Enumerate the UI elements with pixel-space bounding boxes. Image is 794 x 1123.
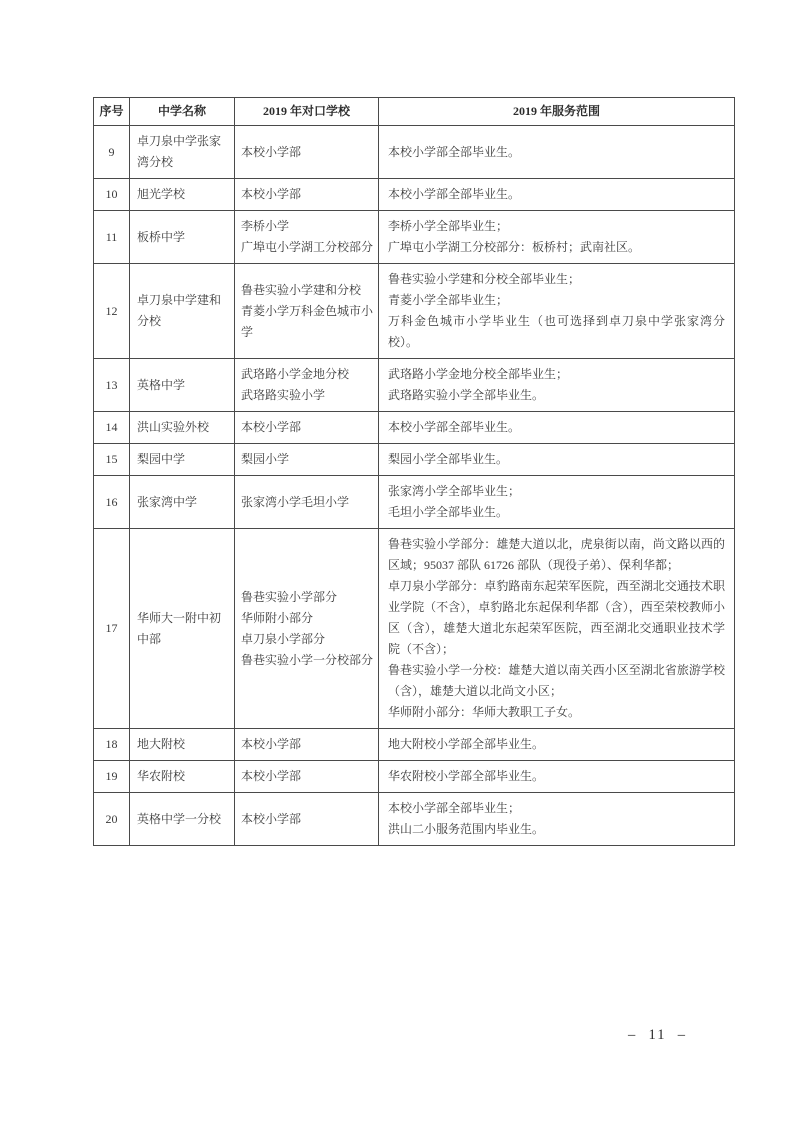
cell-index: 19 <box>94 761 130 793</box>
cell-school-name: 板桥中学 <box>130 211 235 264</box>
cell-feeder-schools <box>235 211 379 264</box>
cell-service-scope <box>379 476 735 529</box>
service-scope-line: 本校小学部全部毕业生。 <box>388 144 521 159</box>
cell-feeder-schools <box>235 412 379 444</box>
cell-service-scope <box>379 444 735 476</box>
cell-index: 20 <box>94 793 130 846</box>
table-row <box>94 761 735 793</box>
service-scope-line: 万科金色城市小学毕业生（也可选择到卓刀泉中学张家湾分校）。 <box>388 314 725 349</box>
cell-school-name: 洪山实验外校 <box>130 412 235 444</box>
table-row <box>94 444 735 476</box>
cell-school-name: 英格中学 <box>130 359 235 412</box>
feeder-school-line: 本校小学部 <box>241 144 302 159</box>
feeder-school-line: 张家湾小学毛坦小学 <box>241 494 350 509</box>
service-scope-line: 武珞路实验小学全部毕业生。 <box>388 388 545 402</box>
cell-feeder-schools <box>235 264 379 359</box>
service-scope-line: 卓刀泉小学部分：卓豹路南东起荣军医院，西至湖北交通技术职业学院（不含），卓豹路北东起保利华都（含），西至荣校教师小区（含），雄楚大道北东起荣军医院，西至湖北交通职业技术学院（不含）； <box>388 579 725 656</box>
cell-index: 18 <box>94 729 130 761</box>
service-scope-line: 本校小学部全部毕业生； <box>388 801 521 815</box>
feeder-school-line: 华师附小部分 <box>241 610 314 625</box>
cell-feeder-schools <box>235 793 379 846</box>
cell-feeder-schools <box>235 761 379 793</box>
cell-school-name: 卓刀泉中学建和分校 <box>130 264 235 359</box>
cell-index: 12 <box>94 264 130 359</box>
feeder-school-line: 鲁巷实验小学建和分校 <box>241 282 362 297</box>
service-scope-line: 毛坦小学全部毕业生。 <box>388 505 509 519</box>
cell-index: 16 <box>94 476 130 529</box>
table-row <box>94 359 735 412</box>
cell-feeder-schools <box>235 444 379 476</box>
service-scope-line: 鲁巷实验小学部分：雄楚大道以北，虎泉街以南，尚文路以西的区域；95037 部队 61726 部队（现役子弟）、保利华都； <box>388 537 725 572</box>
cell-feeder-schools <box>235 359 379 412</box>
cell-school-name: 卓刀泉中学张家湾分校 <box>130 126 235 179</box>
table-header-row <box>94 98 735 126</box>
feeder-school-line: 本校小学部 <box>241 187 302 201</box>
cell-service-scope <box>379 761 735 793</box>
table-row <box>94 264 735 359</box>
table-row <box>94 793 735 846</box>
table-row <box>94 476 735 529</box>
col-header-service-scope: 2019 年服务范围 <box>379 98 735 126</box>
cell-school-name: 张家湾中学 <box>130 476 235 529</box>
cell-feeder-schools <box>235 179 379 211</box>
cell-service-scope <box>379 264 735 359</box>
service-scope-line: 武珞路小学金地分校全部毕业生； <box>388 367 569 381</box>
feeder-school-line: 卓刀泉小学部分 <box>241 631 326 646</box>
cell-feeder-schools <box>235 126 379 179</box>
cell-index: 11 <box>94 211 130 264</box>
table-row <box>94 412 735 444</box>
cell-index: 17 <box>94 529 130 729</box>
feeder-school-line: 梨园小学 <box>241 452 290 466</box>
service-scope-line: 鲁巷实验小学建和分校全部毕业生； <box>388 272 581 286</box>
cell-service-scope <box>379 179 735 211</box>
table-body <box>94 126 735 846</box>
cell-service-scope <box>379 412 735 444</box>
col-header-index: 序号 <box>94 98 130 126</box>
feeder-school-line: 广埠屯小学湖工分校部分 <box>241 240 374 254</box>
cell-service-scope <box>379 729 735 761</box>
col-header-feeder-school: 2019 年对口学校 <box>235 98 379 126</box>
cell-school-name: 英格中学一分校 <box>130 793 235 846</box>
table-row <box>94 211 735 264</box>
feeder-school-line: 武珞路实验小学 <box>241 388 326 402</box>
feeder-school-line: 鲁巷实验小学部分 <box>241 589 338 604</box>
service-scope-line: 张家湾小学全部毕业生； <box>388 484 521 498</box>
service-scope-line: 青菱小学全部毕业生； <box>388 293 509 307</box>
cell-feeder-schools <box>235 476 379 529</box>
cell-index: 10 <box>94 179 130 211</box>
service-scope-line: 华师附小部分：华师大教职工子女。 <box>388 705 581 719</box>
feeder-school-line: 本校小学部 <box>241 420 302 434</box>
table-row <box>94 729 735 761</box>
cell-index: 9 <box>94 126 130 179</box>
feeder-school-line: 李桥小学 <box>241 219 290 233</box>
cell-service-scope <box>379 793 735 846</box>
feeder-school-line: 本校小学部 <box>241 811 302 826</box>
cell-service-scope <box>379 126 735 179</box>
service-scope-line: 华农附校小学部全部毕业生。 <box>388 769 545 783</box>
service-scope-line: 李桥小学全部毕业生； <box>388 219 509 233</box>
page-number: – 11 – <box>628 1027 687 1043</box>
cell-school-name: 地大附校 <box>130 729 235 761</box>
cell-index: 15 <box>94 444 130 476</box>
cell-school-name: 华师大一附中初中部 <box>130 529 235 729</box>
cell-service-scope <box>379 359 735 412</box>
service-scope-line: 梨园小学全部毕业生。 <box>388 452 509 466</box>
col-header-school-name: 中学名称 <box>130 98 235 126</box>
service-scope-line: 洪山二小服务范围内毕业生。 <box>388 822 545 836</box>
cell-school-name: 梨园中学 <box>130 444 235 476</box>
feeder-school-line: 青菱小学万科金色城市小学 <box>241 303 374 339</box>
cell-school-name: 旭光学校 <box>130 179 235 211</box>
service-scope-line: 地大附校小学部全部毕业生。 <box>388 737 545 751</box>
feeder-school-line: 武珞路小学金地分校 <box>241 367 350 381</box>
service-scope-line: 本校小学部全部毕业生。 <box>388 187 521 201</box>
cell-feeder-schools <box>235 529 379 729</box>
school-assignment-table <box>93 97 735 846</box>
cell-index: 13 <box>94 359 130 412</box>
cell-service-scope <box>379 529 735 729</box>
feeder-school-line: 鲁巷实验小学一分校部分 <box>241 652 374 667</box>
feeder-school-line: 本校小学部 <box>241 769 302 783</box>
table-row <box>94 126 735 179</box>
cell-school-name: 华农附校 <box>130 761 235 793</box>
service-scope-line: 本校小学部全部毕业生。 <box>388 420 521 434</box>
table-row <box>94 179 735 211</box>
table-row <box>94 529 735 729</box>
cell-feeder-schools <box>235 729 379 761</box>
service-scope-line: 广埠屯小学湖工分校部分：板桥村；武南社区。 <box>388 240 641 254</box>
cell-index: 14 <box>94 412 130 444</box>
service-scope-line: 鲁巷实验小学一分校：雄楚大道以南关西小区至湖北省旅游学校（含），雄楚大道以北尚文小区； <box>388 663 725 698</box>
cell-service-scope <box>379 211 735 264</box>
feeder-school-line: 本校小学部 <box>241 737 302 751</box>
